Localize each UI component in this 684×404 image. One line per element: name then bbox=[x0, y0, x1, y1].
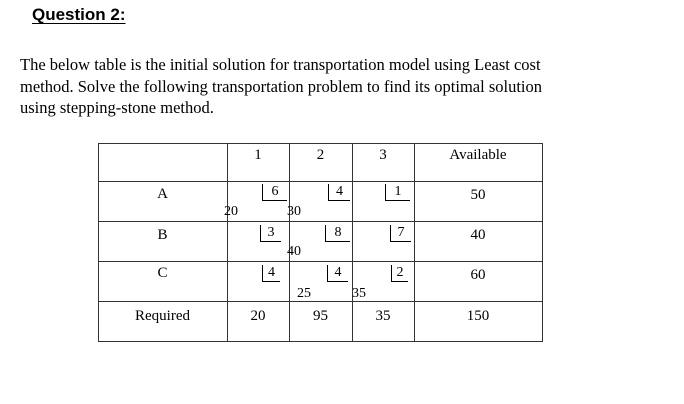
allocation-a1: 20 bbox=[224, 204, 238, 219]
required-3: 35 bbox=[375, 308, 391, 324]
available-b: 40 bbox=[470, 227, 486, 243]
allocation-c2: 25 bbox=[297, 286, 311, 301]
available-a: 50 bbox=[470, 187, 486, 203]
intro-line-2: method. Solve the following transportation problem to find its optimal solution bbox=[20, 76, 542, 96]
table-line-row-b bbox=[98, 261, 543, 262]
required-2: 95 bbox=[313, 308, 328, 324]
cost-a3: 1 bbox=[385, 184, 410, 201]
header-available: Available bbox=[449, 147, 507, 163]
intro-line-1: The below table is the initial solution for transportation model using Least cost bbox=[20, 55, 541, 74]
cost-c1: 4 bbox=[262, 265, 280, 282]
table-line-row-c bbox=[98, 301, 543, 302]
table-line-row-a bbox=[98, 221, 543, 222]
available-c: 60 bbox=[470, 267, 486, 283]
allocation-a2: 30 bbox=[287, 204, 301, 219]
cost-a2: 4 bbox=[328, 184, 350, 201]
table-line-right bbox=[542, 143, 543, 342]
cost-b3: 7 bbox=[390, 225, 411, 242]
required-total: 150 bbox=[466, 308, 490, 324]
allocation-b2: 40 bbox=[287, 244, 301, 259]
cost-b2: 8 bbox=[325, 225, 350, 242]
header-destination-1: 1 bbox=[254, 147, 262, 163]
header-destination-3: 3 bbox=[379, 147, 387, 163]
table-line-bottom bbox=[98, 341, 543, 342]
row-label-a: A bbox=[157, 186, 168, 202]
row-label-required: Required bbox=[135, 308, 190, 324]
header-destination-2: 2 bbox=[316, 147, 325, 163]
cost-c3: 2 bbox=[391, 265, 408, 282]
allocation-c3: 35 bbox=[352, 286, 366, 301]
row-label-c: C bbox=[157, 265, 168, 281]
cost-a1: 6 bbox=[262, 184, 287, 201]
table-line-header bbox=[98, 181, 543, 182]
cost-b1: 3 bbox=[260, 225, 281, 242]
problem-description bbox=[20, 54, 660, 119]
table-line-top bbox=[98, 143, 543, 144]
required-1: 20 bbox=[250, 308, 266, 324]
question-title: Question 2: bbox=[32, 5, 126, 24]
cost-c2: 4 bbox=[327, 265, 348, 282]
row-label-b: B bbox=[157, 227, 168, 243]
intro-line-3: using stepping-stone method. bbox=[20, 98, 214, 117]
